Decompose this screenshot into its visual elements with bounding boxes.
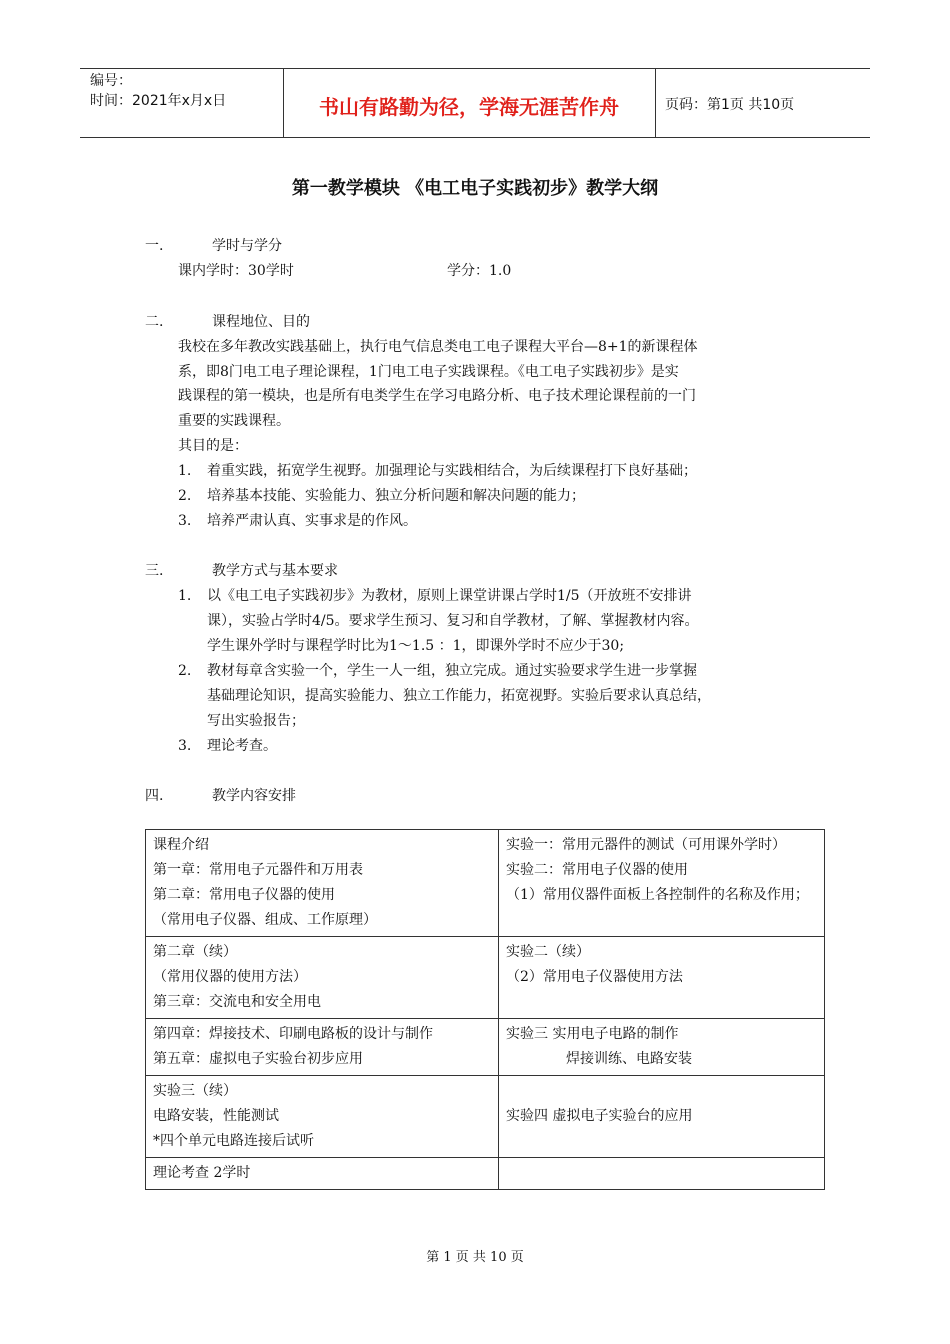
cell-line: 第一章：常用电子元器件和万用表: [153, 862, 363, 878]
list-item: 培养严肃认真、实事求是的作风。: [207, 513, 417, 529]
section-number: 一.: [145, 238, 164, 254]
cell-line: 实验四 虚拟电子实验台的应用: [506, 1108, 693, 1124]
cell-line: （常用仪器的使用方法）: [153, 969, 307, 985]
cell-line: 理论考查 2学时: [153, 1165, 251, 1181]
table-cell: [499, 1076, 825, 1158]
cell-line: （1）常用仪器件面板上各控制件的名称及作用；: [506, 887, 809, 903]
list-item-line: 教材每章含实验一个，学生一人一组，独立完成。通过实验要求学生进一步掌握: [207, 663, 697, 679]
paragraph-line: 系，即8门电工电子理论课程，1门电工电子实践课程。《电工电子实践初步》是实: [178, 364, 679, 380]
table-cell: [146, 1019, 499, 1076]
list-number: 3.: [178, 738, 192, 754]
page-header: [80, 68, 870, 138]
cell-line: 实验二：常用电子仪器的使用: [506, 862, 688, 878]
number-label: 编号：: [90, 73, 132, 89]
credits: 学分：1.0: [447, 263, 512, 279]
cell-line: 第五章：虚拟电子实验台初步应用: [153, 1051, 363, 1067]
purpose-intro: 其目的是：: [178, 438, 248, 454]
list-item-line: 基础理论知识，提高实验能力、独立工作能力，拓宽视野。实验后要求认真总结，: [207, 688, 711, 704]
table-cell: [499, 1019, 825, 1076]
table-cell: [499, 1158, 825, 1190]
table-row: [146, 1019, 825, 1076]
cell-line: 实验三 实用电子电路的制作: [506, 1026, 679, 1042]
cell-line: 第三章：交流电和安全用电: [153, 994, 321, 1010]
header-page-info: 页码：第1页 共10页: [665, 97, 795, 113]
list-number: 3.: [178, 513, 192, 529]
paragraph-line: 我校在多年教改实践基础上，执行电气信息类电工电子课程大平台—8+1的新课程体: [178, 339, 698, 355]
table-row: [146, 937, 825, 1019]
table-cell: [146, 937, 499, 1019]
table-row: [146, 1076, 825, 1158]
table-cell: [499, 937, 825, 1019]
cell-line: （2）常用电子仪器使用方法: [506, 969, 683, 985]
table-cell: [499, 830, 825, 937]
cell-line: 焊接训练、电路安装: [566, 1051, 692, 1067]
teaching-plan-table: [145, 829, 825, 1190]
table-row: [146, 830, 825, 937]
list-item-line: 理论考查。: [207, 738, 277, 754]
list-item-line: 写出实验报告；: [207, 713, 305, 729]
list-number: 2.: [178, 488, 192, 504]
cell-line: 第四章：焊接技术、印刷电路板的设计与制作: [153, 1026, 433, 1042]
table-cell: [146, 830, 499, 937]
cell-line: 第二章（续）: [153, 944, 237, 960]
header-motto: 书山有路勤为径，学海无涯苦作舟: [319, 95, 619, 119]
section-heading: 教学内容安排: [212, 788, 296, 804]
header-meta: [90, 71, 226, 111]
list-item: 着重实践，拓宽学生视野。加强理论与实践相结合，为后续课程打下良好基础；: [207, 463, 697, 479]
list-number: 1.: [178, 463, 192, 479]
cell-line: 课程介绍: [153, 837, 209, 853]
section-number: 二.: [145, 314, 164, 330]
section-number: 四.: [145, 788, 164, 804]
class-hours: 课内学时：30学时: [178, 263, 294, 279]
time-label: 时间：2021年x月x日: [90, 93, 227, 109]
page-footer: 第 1 页 共 10 页: [426, 1250, 524, 1265]
cell-line: 第二章：常用电子仪器的使用: [153, 887, 335, 903]
cell-line: 实验一：常用元器件的测试（可用课外学时）: [506, 837, 786, 853]
section-heading: 学时与学分: [212, 238, 282, 254]
list-item-line: 以《电工电子实践初步》为教材，原则上课堂讲课占学时1/5（开放班不安排讲: [207, 588, 692, 604]
document-title: 第一教学模块 《电工电子实践初步》教学大纲: [291, 178, 659, 199]
list-item-line: 课），实验占学时4/5。要求学生预习、复习和自学教材，了解、掌握教材内容。: [207, 613, 699, 629]
table-row: [146, 1158, 825, 1190]
table-cell: [146, 1076, 499, 1158]
table-cell: [146, 1158, 499, 1190]
list-number: 2.: [178, 663, 192, 679]
header-divider: [655, 69, 656, 137]
section-number: 三.: [145, 563, 164, 579]
section-heading: 教学方式与基本要求: [212, 563, 338, 579]
section-heading: 课程地位、目的: [212, 314, 310, 330]
paragraph-line: 重要的实践课程。: [178, 413, 290, 429]
list-item-line: 学生课外学时与课程学时比为1～1.5 ：1，即课外学时不应少于30;: [207, 638, 625, 654]
list-number: 1.: [178, 588, 192, 604]
list-item: 培养基本技能、实验能力、独立分析问题和解决问题的能力；: [207, 488, 585, 504]
paragraph-line: 践课程的第一模块，也是所有电类学生在学习电路分析、电子技术理论课程前的一门: [178, 388, 696, 404]
cell-line: *四个单元电路连接后试听: [153, 1133, 314, 1149]
cell-line: 实验二（续）: [506, 944, 590, 960]
cell-line: 电路安装，性能测试: [153, 1108, 279, 1124]
cell-line: （常用电子仪器、组成、工作原理）: [153, 912, 377, 928]
cell-line: 实验三（续）: [153, 1083, 237, 1099]
